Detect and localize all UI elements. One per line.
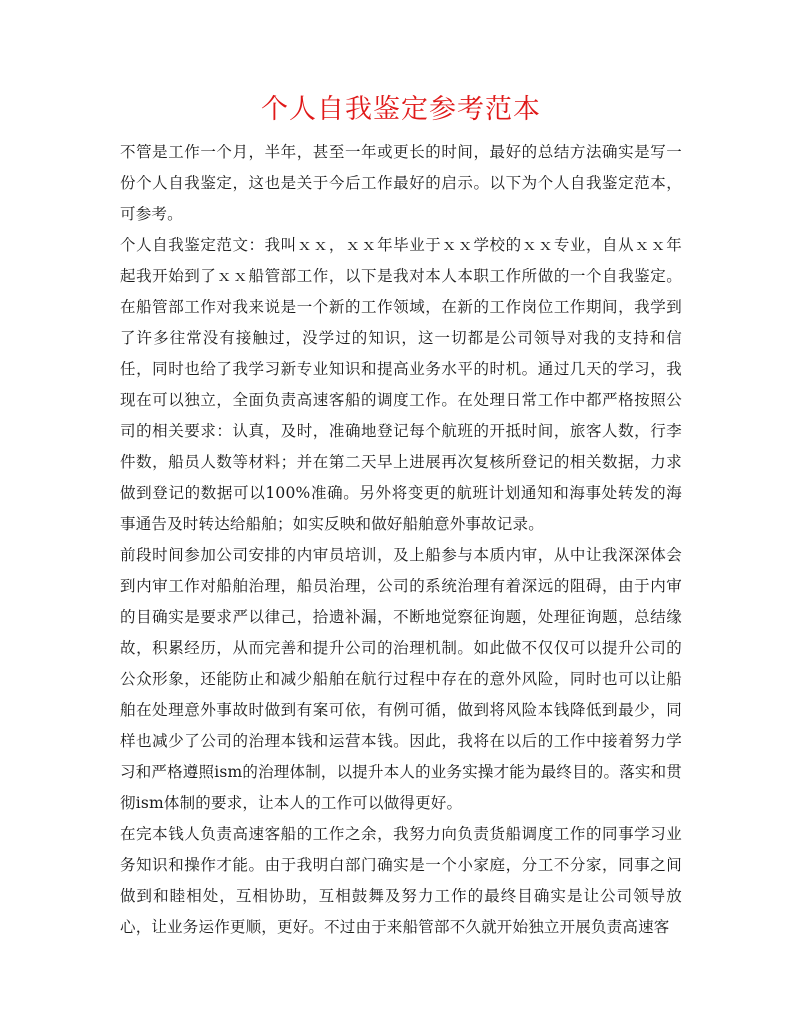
paragraph-intro: 不管是工作一个月，半年，甚至一年或更长的时间，最好的总结方法确实是写一份个人自我鉴定，这也是关于今后工作最好的启示。以下为个人自我鉴定范本，可参考。 — [120, 143, 682, 223]
paragraph-self-evaluation: 个人自我鉴定范文：我叫ｘｘ，ｘｘ年毕业于ｘｘ学校的ｘｘ专业，自从ｘｘ年起我开始到了ｘｘ船管部工作，以下是我对本人本职工作所做的一个自我鉴定。在船管部工作对我来说是一个新的工作领域，在新的工作岗位工作期间，我学到了许多往常没有接触过，没学过的知识，这一切都是公司领导对我的支持和信任，同时也给了我学习新专业知识和提高业务水平的时机。通过几天的学习，我现在可以独立，全面负责高速客船的调度工作。在处理日常工作中都严格按照公司的相关要求：认真，及时，准确地登记每个航班的开抵时间，旅客人数，行李件数，船员人数等材料；并在第二天早上进展再次复核所登记的相关数据，力求做到登记的数据可以100%准确。另外将变更的航班计划通知和海事处转发的海事通告及时转达给船舶；如实反映和做好船舶意外事故记录。 — [120, 236, 682, 533]
document-title: 个人自我鉴定参考范本 — [261, 94, 541, 125]
paragraph-internal-audit: 前段时间参加公司安排的内审员培训，及上船参与本质内审，从中让我深深体会到内审工作对船舶治理，船员治理，公司的系统治理有着深远的阻碍，由于内审的目确实是要求严以律己，拾遗补漏，不断地觉察征询题，处理征询题，总结缘故，积累经历，从而完善和提升公司的治理机制。如此做不仅仅可以提升公司的公众形象，还能防止和减少船舶在航行过程中存在的意外风险，同时也可以让船舶在处理意外事故时做到有案可依，有例可循，做到将风险本钱降低到最少，同样也减少了公司的治理本钱和运营本钱。因此，我将在以后的工作中接着努力学习和严格遵照ism的治理体制，以提升本人的业务实操才能为最终目的。落实和贯彻ism体制的要求，让本人的工作可以做得更好。 — [120, 546, 683, 812]
paragraph-teamwork: 在完本钱人负责高速客船的工作之余，我努力向负责货船调度工作的同事学习业务知识和操作才能。由于我明白部门确实是一个小家庭，分工不分家，同事之间做到和睦相处，互相协助，互相鼓舞及努力工作的最终目确实是让公司领导放心，让业务运作更顺，更好。不过由于来船管部不久就开始独立开展负责高速客 — [120, 825, 682, 936]
